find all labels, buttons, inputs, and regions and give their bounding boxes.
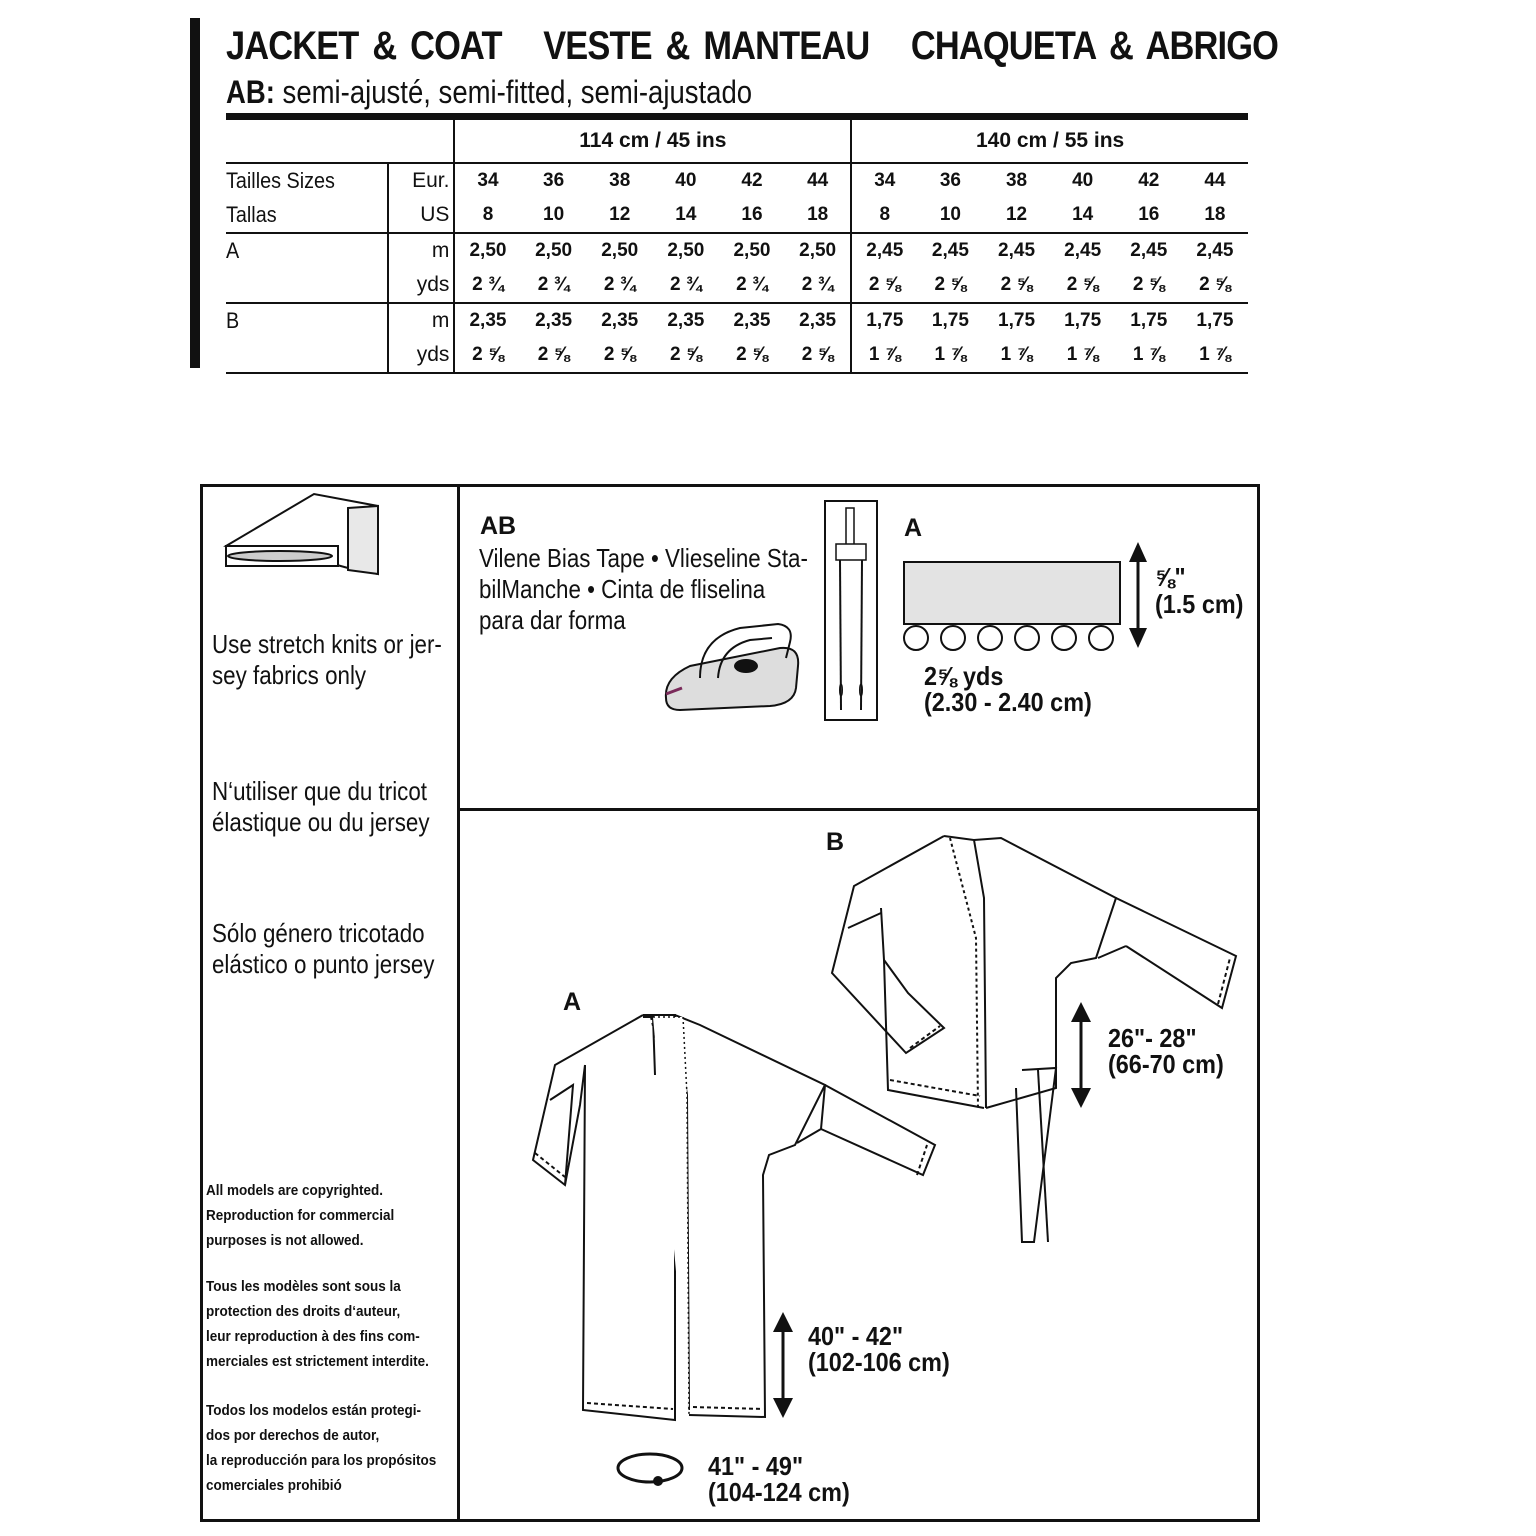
meters-cell: 2,45 — [1116, 233, 1182, 268]
meters-cell: 2,35 — [653, 303, 719, 338]
meters-cell: 2,35 — [719, 303, 785, 338]
meters-cell: 2,50 — [719, 233, 785, 268]
us-label: US — [388, 198, 454, 233]
view-b-length-in: 26"- 28" — [1108, 1023, 1197, 1053]
subtitle-text: semi-ajusté, semi-fitted, semi-ajustado — [274, 74, 753, 110]
meters-cell: 1,75 — [1050, 303, 1116, 338]
eur-size-cell: 42 — [719, 163, 785, 198]
us-size-cell: 14 — [1072, 204, 1094, 225]
view-a-hip-in: 41" - 49" — [708, 1451, 804, 1481]
yards-cell: 1 ⅞ — [1050, 338, 1116, 373]
yards-cell: 2 ⅝ — [934, 274, 967, 295]
table-row — [226, 198, 1248, 233]
yards-unit: yds — [388, 268, 454, 303]
copyright-es: Todos los modelos están protegi- dos por derechos de autor, la reproducción para los propósitos comerciales prohibió — [206, 1402, 437, 1494]
meters-unit: m — [388, 303, 454, 338]
fabric-width-header: 114 cm / 45 ins — [454, 117, 851, 164]
meters-cell: 1,75 — [917, 303, 983, 338]
yards-cell: 2 ¾ — [801, 274, 834, 295]
fabric-width-header: 140 cm / 55 ins — [851, 117, 1248, 164]
empty-label-cell — [226, 268, 372, 303]
hip-measure-icon — [612, 1448, 692, 1492]
us-size-cell: 8 — [454, 198, 520, 233]
fabric-note-fr: N‘utiliser que du tricot élastique ou du jersey — [212, 776, 430, 837]
tallas-label: Tallas — [226, 202, 277, 227]
meters-cell: 2,45 — [917, 233, 983, 268]
yards-cell: 2 ⅝ — [785, 338, 851, 373]
trim-height-cm: (1.5 cm) — [1155, 589, 1244, 619]
meters-cell: 2,50 — [653, 233, 719, 268]
trim-label: A — [904, 514, 923, 542]
us-size-cell: 16 — [741, 204, 763, 225]
page-title: JACKET & COAT VESTE & MANTEAU CHAQUETA & ABRIGO — [226, 24, 1278, 68]
twin-needle-icon — [824, 500, 878, 722]
trim-length-cm: (2.30 - 2.40 cm) — [924, 687, 1092, 717]
yards-cell: 2 ¾ — [603, 274, 636, 295]
yards-cell: 1 ⅞ — [917, 338, 983, 373]
trim-swatch — [900, 540, 1160, 660]
yards-cell: 2 ⅝ — [587, 338, 653, 373]
eur-size-cell: 44 — [785, 163, 851, 198]
meters-cell: 2,50 — [454, 233, 520, 268]
meters-cell: 2,35 — [587, 303, 653, 338]
view-b-length-arrow — [1066, 1000, 1096, 1110]
view-a-length-arrow — [768, 1310, 798, 1420]
us-size-cell: 8 — [851, 198, 917, 233]
view-label: B — [226, 303, 372, 338]
eur-size-cell: 34 — [454, 163, 520, 198]
yards-cell: 2 ⅝ — [653, 338, 719, 373]
yards-cell: 2 ⅝ — [1000, 274, 1033, 295]
view-a-label: A — [563, 988, 582, 1016]
view-b-length-cm: (66-70 cm) — [1108, 1049, 1224, 1079]
eur-size-cell: 36 — [521, 163, 587, 198]
eur-size-cell: 38 — [587, 163, 653, 198]
left-accent-bar — [190, 18, 200, 368]
meters-cell: 2,50 — [587, 233, 653, 268]
eur-size-cell: 36 — [917, 163, 983, 198]
page-subtitle — [226, 74, 752, 111]
table-row — [226, 268, 1248, 303]
view-a-length-in: 40" - 42" — [808, 1321, 904, 1351]
meters-cell: 2,45 — [1182, 233, 1248, 268]
yards-cell: 2 ⅝ — [851, 268, 917, 303]
meters-cell: 2,45 — [983, 233, 1049, 268]
eur-size-cell: 40 — [1050, 163, 1116, 198]
yards-cell: 1 ⅞ — [1116, 338, 1182, 373]
yards-cell: 2 ¾ — [537, 274, 570, 295]
table-row — [226, 117, 1248, 164]
empty-label-cell — [226, 338, 372, 373]
trim-length-yds: 2⅝ yds — [924, 661, 1004, 691]
box-divider-vertical — [457, 484, 460, 1520]
table-row — [226, 163, 1248, 198]
meters-cell: 2,50 — [521, 233, 587, 268]
meters-cell: 2,35 — [454, 303, 520, 338]
us-size-cell: 18 — [1204, 204, 1226, 225]
yards-cell: 2 ¾ — [670, 274, 702, 295]
yards-cell: 2 ⅝ — [1132, 274, 1165, 295]
yards-cell: 2 ⅝ — [1066, 274, 1099, 295]
iron-icon — [660, 618, 805, 713]
meters-cell: 2,35 — [521, 303, 587, 338]
eur-size-cell: 38 — [983, 163, 1049, 198]
view-a-length-cm: (102-106 cm) — [808, 1347, 950, 1377]
us-size-cell: 16 — [1138, 204, 1160, 225]
fabric-note-en: Use stretch knits or jer- sey fabrics only — [212, 629, 442, 690]
yards-cell: 2 ⅝ — [1199, 274, 1231, 295]
table-row — [226, 233, 1248, 268]
eur-size-cell: 42 — [1116, 163, 1182, 198]
table-row — [226, 303, 1248, 338]
copyright-fr: Tous les modèles sont sous la protection des droits d‘auteur, leur reproduction à des fins com- merciales est strictement interdite. — [206, 1278, 429, 1370]
meters-cell: 2,45 — [851, 233, 917, 268]
view-b-label: B — [826, 828, 845, 856]
us-size-cell: 10 — [543, 204, 565, 225]
us-size-cell: 12 — [1005, 204, 1028, 225]
meters-cell: 1,75 — [1182, 303, 1248, 338]
copyright-en: All models are copyrighted. Reproduction for commercial purposes is not allowed. — [206, 1182, 395, 1249]
notions-text: Vilene Bias Tape • Vlieseline Sta- bilManche • Cinta de fliselina para dar forma — [479, 543, 808, 635]
table-corner-cell — [226, 117, 454, 164]
yards-cell: 1 ⅞ — [983, 338, 1049, 373]
yards-unit: yds — [388, 338, 454, 373]
yards-cell: 1 ⅞ — [851, 338, 917, 373]
meters-cell: 1,75 — [851, 303, 917, 338]
subtitle-code: AB: — [226, 74, 275, 110]
fabric-note-es: Sólo género tricotado elástico o punto jersey — [212, 918, 435, 979]
meters-cell: 1,75 — [983, 303, 1049, 338]
yards-cell: 1 ⅞ — [1182, 338, 1248, 373]
meters-cell: 1,75 — [1116, 303, 1182, 338]
meters-unit: m — [388, 233, 454, 268]
view-label: A — [226, 233, 372, 268]
yards-cell: 2 ⅝ — [719, 338, 785, 373]
meters-cell: 2,45 — [1050, 233, 1116, 268]
yards-cell: 2 ¾ — [454, 268, 520, 303]
us-size-cell: 18 — [807, 204, 829, 225]
eur-label: Eur. — [388, 163, 454, 198]
box-divider-horizontal — [460, 808, 1257, 811]
eur-size-cell: 34 — [851, 163, 917, 198]
us-size-cell: 10 — [939, 204, 961, 225]
view-a-hip-cm: (104-124 cm) — [708, 1477, 850, 1507]
eur-size-cell: 40 — [653, 163, 719, 198]
eur-size-cell: 44 — [1182, 163, 1248, 198]
trim-height-in: ⅝" — [1155, 562, 1186, 592]
fabric-roll-icon — [218, 488, 388, 578]
meters-cell: 2,35 — [785, 303, 851, 338]
yards-cell: 2 ⅝ — [521, 338, 587, 373]
yards-cell: 2 ¾ — [736, 274, 768, 295]
us-size-cell: 14 — [675, 204, 697, 225]
yards-cell: 2 ⅝ — [454, 338, 520, 373]
notions-label: AB — [480, 512, 517, 540]
yardage-table — [226, 113, 1248, 374]
meters-cell: 2,50 — [785, 233, 851, 268]
table-row — [226, 338, 1248, 373]
sizes-label: Tailles Sizes — [226, 163, 372, 198]
us-size-cell: 12 — [609, 204, 631, 225]
